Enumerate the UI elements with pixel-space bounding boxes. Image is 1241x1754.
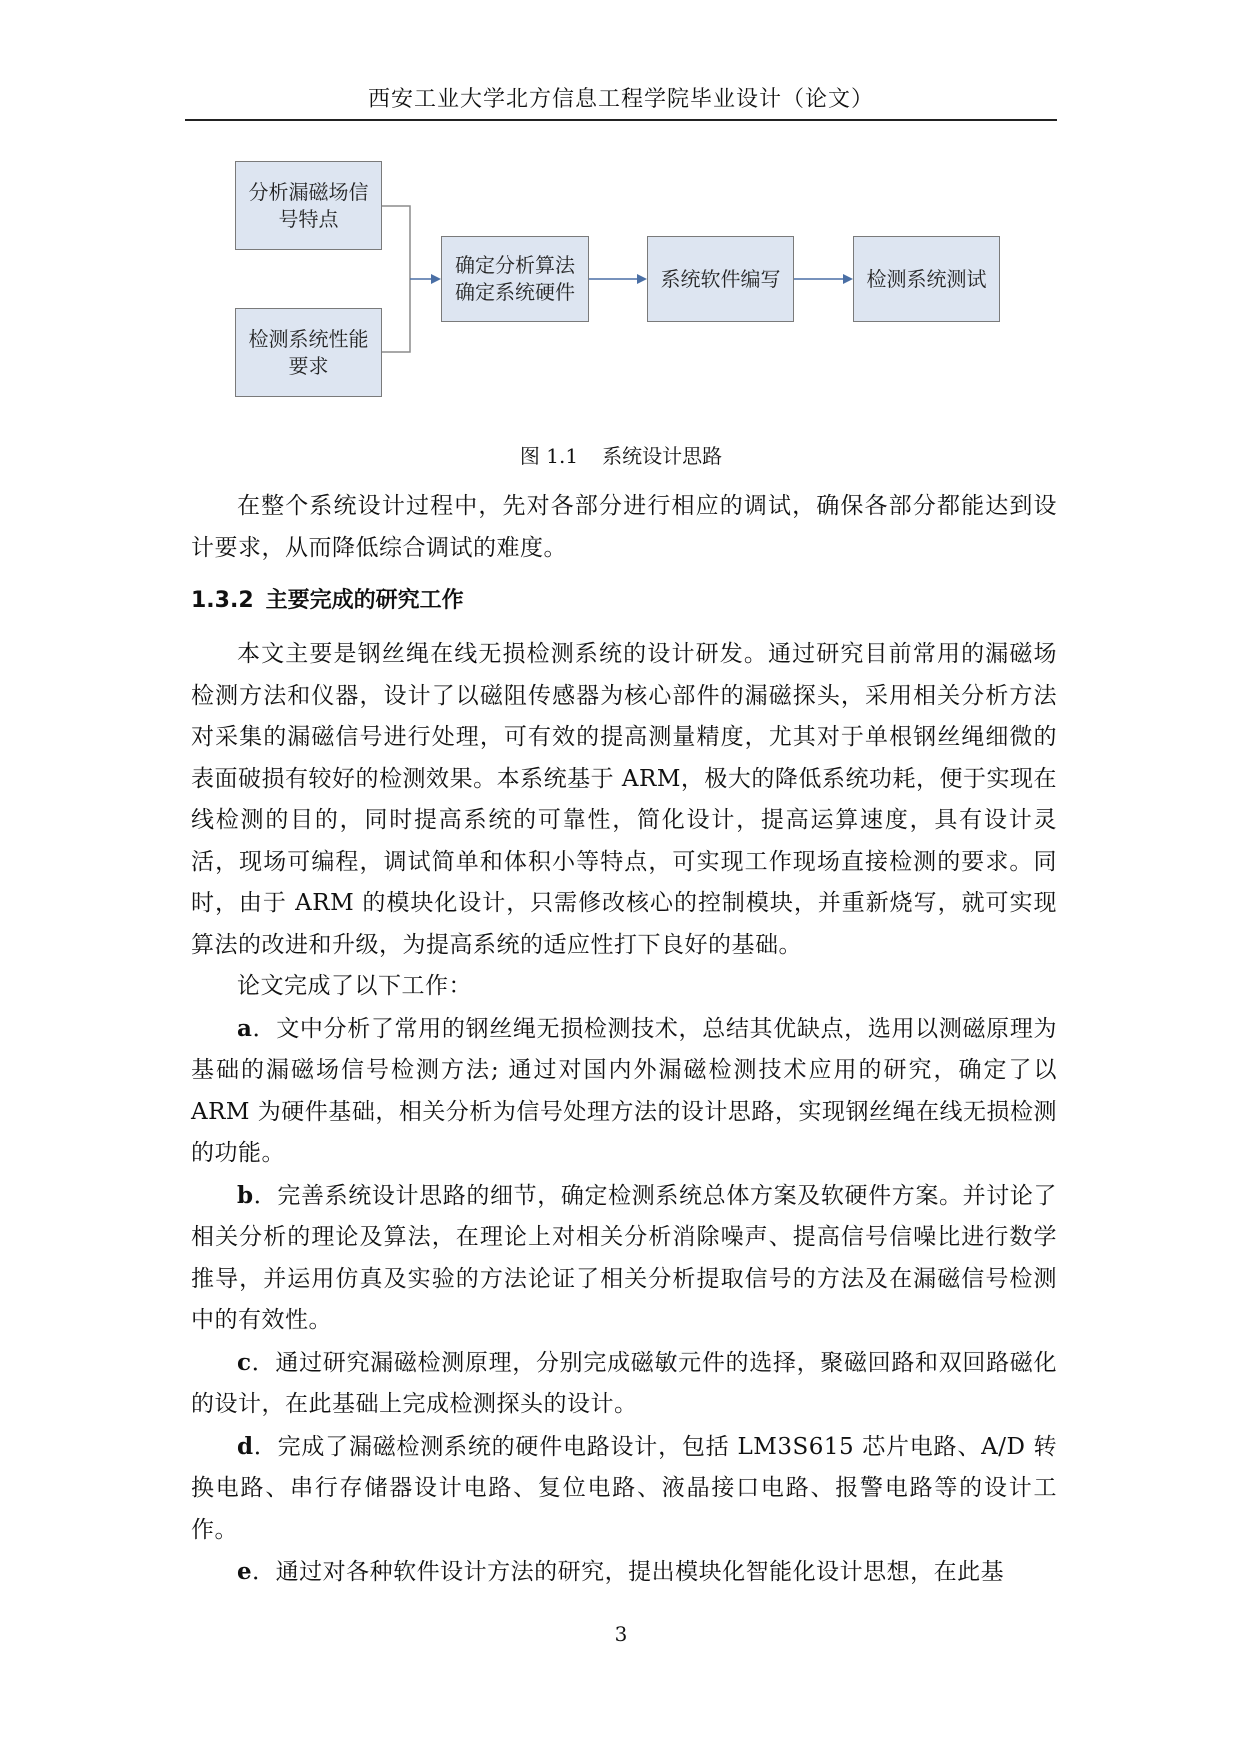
page-header: 西安工业大学北方信息工程学院毕业设计（论文）	[367, 87, 874, 112]
list-item-a-text: ．文中分析了常用的钢丝绳无损检测技术，总结其优缺点，选用以测磁原理为基础的漏磁场信号检测方法; 通过对国内外漏磁检测技术应用的研究，确定了以 ARM 为硬件基础，相关分析为信号处理方法的设计思路，实现钢丝绳在线无损检测的功能。	[191, 1015, 1057, 1166]
list-item-e	[191, 1551, 1057, 1594]
list-item-b-label: b	[237, 1181, 254, 1209]
list-item-a	[191, 1008, 1057, 1175]
list-item-c-label: c	[237, 1348, 252, 1376]
flowchart-connectors	[0, 0, 1241, 420]
list-item-e-label: e	[237, 1558, 253, 1585]
body-paragraph: 本文主要是钢丝绳在线无损检测系统的设计研发。通过研究目前常用的漏磁场检测方法和仪器，设计了以磁阻传感器为核心部件的漏磁探头，采用相关分析方法对采集的漏磁信号进行处理，可有效的提高测量精度，尤其对于单根钢丝绳细微的表面破损有较好的检测效果。本系统基于 ARM，极大的降低系统功耗，便于实现在线检测的目的，同时提高系统的可靠性，简化设计，提高运算速度，具有设计灵活，现场可编程，调试简单和体积小等特点，可实现工作现场直接检测的要求。同时，由于 ARM 的模块化设计，只需修改核心的控制模块，并重新烧写，就可实现算法的改进和升级，为提高系统的适应性打下良好的基础。	[191, 641, 1057, 958]
page-number: 3	[614, 1622, 628, 1646]
intro-paragraph-text: 在整个系统设计过程中，先对各部分进行相应的调试，确保各部分都能达到设计要求，从而降低综合调试的难度。	[191, 493, 1057, 561]
list-item-e-text: ．通过对各种软件设计方法的研究，提出模块化智能化设计思想，在此基	[252, 1559, 1005, 1585]
figure-caption-text: 系统设计思路	[602, 444, 723, 468]
box-require-line1: 检测系统性能	[248, 326, 369, 351]
connector-bottom	[382, 279, 410, 352]
list-item-d-text: ．完成了漏磁检测系统的硬件电路设计，包括 LM3S615 芯片电路、A/D 转换电路、串行存储器设计电路、复位电路、液晶接口电路、报警电路等的设计工作。	[191, 1433, 1057, 1543]
arrowhead-determine	[431, 274, 441, 284]
list-item-b	[191, 1175, 1057, 1342]
list-item-c	[191, 1342, 1057, 1426]
box-require-line2: 要求	[288, 353, 329, 378]
figure-caption	[185, 440, 1057, 469]
intro-paragraph	[191, 486, 1057, 569]
body-text	[191, 634, 1057, 1594]
list-item-d-label: d	[237, 1432, 254, 1460]
box-determine-line1: 确定分析算法	[455, 253, 575, 277]
list-item-a-label: a	[237, 1014, 253, 1042]
box-software-label: 系统软件编写	[660, 266, 781, 291]
list-item-d	[191, 1426, 1057, 1552]
figure-caption-number: 图 1.1	[519, 444, 579, 468]
arrowhead-test	[843, 274, 853, 284]
box-analyze-line1: 分析漏磁场信	[248, 179, 369, 204]
section-title: 主要完成的研究工作	[265, 588, 464, 613]
section-number: 1.3.2	[191, 588, 254, 613]
list-item-b-text: ．完善系统设计思路的细节，确定检测系统总体方案及软硬件方案。并讨论了相关分析的理论及算法，在理论上对相关分析消除噪声、提高信号信噪比进行数学推导，并运用仿真及实验的方法论证了相关分析提取信号的方法及在漏磁信号检测中的有效性。	[191, 1182, 1057, 1333]
section-heading	[191, 583, 464, 614]
work-intro: 论文完成了以下工作：	[237, 973, 472, 999]
box-determine-line2: 确定系统硬件	[455, 280, 575, 304]
connector-top	[382, 206, 410, 279]
list-item-c-text: ．通过研究漏磁检测原理，分别完成磁敏元件的选择，聚磁回路和双回路磁化的设计，在此基础上完成检测探头的设计。	[191, 1349, 1057, 1417]
box-analyze-line2: 号特点	[278, 206, 339, 231]
arrowhead-software	[637, 274, 647, 284]
box-test-label: 检测系统测试	[866, 266, 987, 291]
